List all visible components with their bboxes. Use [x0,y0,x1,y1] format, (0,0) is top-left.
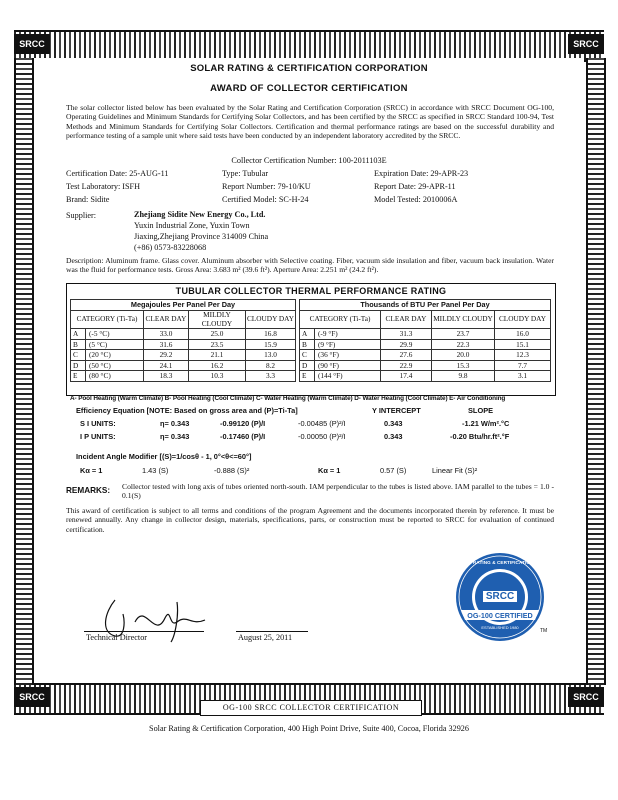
col-clear: CLEAR DAY [381,311,432,329]
category-cell [300,360,381,371]
cloudy-value: 16.8 [246,329,296,340]
certified-model: Certified Model: SC-H-24 [222,195,309,204]
col-mildly: MILDLY CLOUDY [432,311,495,329]
clear-value: 18.3 [144,371,189,382]
model-tested: Model Tested: 2010006A [374,195,458,204]
table-row [71,350,296,361]
table-row [300,350,551,361]
category-temp: (9 °F) [318,339,336,349]
guilloche-border-right [586,58,606,685]
mildly-cloudy-value: 9.8 [432,371,495,382]
seal-established: ESTABLISHED 1980 [481,625,519,630]
signature-line [84,631,204,632]
category-letter: C [73,350,86,360]
category-letter: B [302,340,315,350]
mildly-cloudy-value: 15.3 [432,360,495,371]
mildly-cloudy-value: 10.3 [189,371,246,382]
category-cell [71,350,144,361]
table-row [300,360,551,371]
terms-paragraph: This award of certification is subject to all terms and conditions of the program Agreement and the documents incorporated therein by reference. It must be renewed annually. Any change in collector design, materials, specifications, parts, or construction must be reported to SRCC for evaluation of continued certification. [66,506,554,534]
category-letter: B [73,340,86,350]
si-performance-table [70,299,296,382]
mildly-cloudy-value: 23.5 [189,339,246,350]
si-a2: -0.00485 (P)²/I [298,419,346,428]
table-row [71,360,296,371]
category-cell [71,360,144,371]
cloudy-value: 3.1 [495,371,551,382]
iam-title: Incident Angle Modifier [(S)=1/cosθ - 1, 0°<θ<=60°] [76,452,252,461]
table-row [71,339,296,350]
clear-value: 29.2 [144,350,189,361]
col-cloudy: CLOUDY DAY [495,311,551,329]
category-cell [71,339,144,350]
y-intercept-label: Y INTERCEPT [372,406,421,415]
category-temp: (144 °F) [318,371,343,381]
expiration-date: Expiration Date: 29-APR-23 [374,169,469,178]
seal-top-text: SOLAR RATING & CERTIFICATION CORPORATION [455,560,571,565]
cloudy-value: 8.2 [246,360,296,371]
report-date: Report Date: 29-APR-11 [374,182,456,191]
performance-box [66,283,556,396]
category-temp: (50 °C) [89,360,111,370]
cloudy-value: 16.0 [495,329,551,340]
remarks-label: REMARKS: [66,486,111,495]
supplier-label: Supplier: [66,211,97,220]
category-cell [71,371,144,382]
mildly-cloudy-value: 20.0 [432,350,495,361]
iam-k2: Kα = 1 [318,466,341,475]
iam-k1-a: 1.43 (S) [142,466,169,475]
description: Description: Aluminum frame. Glass cover. Aluminum absorber with Selective coating. Fiber, vacuum side insulation and fiber, vacuum back insulation. Water was the fluid for performance tests. Gross Area: 3.683 m² (39.6 ft²). Aperture Area: 2.251 m² (24.2 ft²). [66,256,554,275]
category-letter: E [302,371,315,381]
table-row [300,329,551,340]
cloudy-value: 15.1 [495,339,551,350]
si-units-label: S I UNITS: [80,419,116,428]
supplier-address-1: Yuxin Industrial Zone, Yuxin Town [134,221,250,230]
category-letter: D [73,361,86,371]
org-title: SOLAR RATING & CERTIFICATION CORPORATION [190,63,428,74]
signature-date: August 25, 2011 [238,633,293,642]
supplier-name: Zhejiang Sidite New Energy Co., Ltd. [134,210,266,219]
collector-type: Type: Tubular [222,169,269,178]
table-row [71,329,296,340]
category-legend: A- Pool Heating (Warm Climate) B- Pool Heating (Cool Climate) C- Water Heating (Warm Climate) D- Water Heating (Cool Climate) E- Air Conditioning [70,395,506,402]
clear-value: 22.9 [381,360,432,371]
category-cell [300,371,381,382]
category-letter: D [302,361,315,371]
clear-value: 17.4 [381,371,432,382]
signature-label: Technical Director [86,633,148,642]
category-cell [300,329,381,340]
border-band-text: OG-100 SRCC COLLECTOR CERTIFICATION [200,700,422,716]
mildly-cloudy-value: 23.7 [432,329,495,340]
cloudy-value: 15.9 [246,339,296,350]
mildly-cloudy-value: 21.1 [189,350,246,361]
category-temp: (-9 °F) [318,329,338,338]
cloudy-value: 13.0 [246,350,296,361]
ip-a1: -0.17460 (P)/I [220,432,266,441]
category-letter: A [73,329,86,339]
footer-address: Solar Rating & Certification Corporation, 400 High Point Drive, Suite 400, Cocoa, Florida 32926 [149,724,469,733]
si-eta: η= 0.343 [160,419,190,428]
si-slope: -1.21 W/m².°C [462,419,510,428]
mildly-cloudy-value: 25.0 [189,329,246,340]
clear-value: 31.6 [144,339,189,350]
clear-value: 29.9 [381,339,432,350]
corner-logo-tr: SRCC [568,34,604,54]
category-temp: (80 °C) [89,371,111,381]
cert-number: Collector Certification Number: 100-2011103E [231,156,387,165]
cloudy-value: 7.7 [495,360,551,371]
brand: Brand: Sidite [66,195,110,204]
ip-slope: -0.20 Btu/hr.ft².°F [450,432,510,441]
award-title: AWARD OF COLLECTOR CERTIFICATION [210,83,408,94]
col-clear: CLEAR DAY [144,311,189,329]
iam-k2-b: Linear Fit (S)² [432,466,478,475]
category-cell [300,350,381,361]
category-letter: C [302,350,315,360]
seal-banner: OG-100 CERTIFIED [467,611,533,620]
category-cell [300,339,381,350]
cert-date: Certification Date: 25-AUG-11 [66,169,169,178]
efficiency-title: Efficiency Equation [NOTE: Based on gross area and (P)=Ti-Ta] [76,406,298,415]
clear-value: 27.6 [381,350,432,361]
slope-label: SLOPE [468,406,494,415]
supplier-address-2: Jiaxing,Zhejiang Province 314009 China [134,232,269,241]
category-temp: (-5 °C) [89,329,110,338]
corner-logo-tl: SRCC [14,34,50,54]
category-temp: (36 °F) [318,350,339,360]
si-y-intercept: 0.343 [384,419,403,428]
col-category: CATEGORY (Ti-Ta) [300,311,381,329]
btu-header: Thousands of BTU Per Panel Per Day [300,300,551,311]
category-cell [71,329,144,340]
col-mildly: MILDLY CLOUDY [189,311,246,329]
iam-k1: Kα = 1 [80,466,103,475]
intro-paragraph: The solar collector listed below has been evaluated by the Solar Rating and Certification Corporation (SRCC) in accordance with SRCC Document OG-100, Operating Guidelines and Minimum Standards for Certifying Solar Collectors, and has been certified by the SRCC as specified in SRCC Standard 100-94, Test Methods and Minimum Standards for Certifying Solar Collectors. Certification and thermal performance ratings are based on the successful durability and performance testing of a sample unit where said tests have been conducted by an independent laboratory accredited by the SRCC. [66,103,554,141]
date-line [236,631,308,632]
table-row [300,339,551,350]
report-number: Report Number: 79-10/KU [222,182,311,191]
category-temp: (20 °C) [89,350,111,360]
ip-eta: η= 0.343 [160,432,190,441]
ip-performance-table [299,299,551,382]
mildly-cloudy-value: 16.2 [189,360,246,371]
test-lab: Test Laboratory: ISFH [66,182,141,191]
supplier-phone: (+86) 0573-83228068 [134,243,207,252]
mj-header: Megajoules Per Panel Per Day [71,300,296,311]
corner-logo-br: SRCC [568,687,604,707]
ip-y-intercept: 0.343 [384,432,403,441]
remarks-text: Collector tested with long axis of tubes oriented north-south. IAM perpendicular to the tubes is listed above. IAM parallel to the tubes = 1.0 - 0.1(S) [122,482,554,501]
guilloche-border-left [14,58,34,685]
category-letter: A [302,329,315,339]
ip-units-label: I P UNITS: [80,432,116,441]
seal-tm: TM [540,628,548,634]
col-cloudy: CLOUDY DAY [246,311,296,329]
performance-title: TUBULAR COLLECTOR THERMAL PERFORMANCE RATING [175,286,447,296]
clear-value: 33.0 [144,329,189,340]
cloudy-value: 12.3 [495,350,551,361]
table-row [71,371,296,382]
category-letter: E [73,371,86,381]
col-category: CATEGORY (Ti-Ta) [71,311,144,329]
iam-k2-a: 0.57 (S) [380,466,407,475]
category-temp: (90 °F) [318,360,339,370]
seal-center-text: SRCC [485,591,515,602]
ip-a2: -0.00050 (P)²/I [298,432,346,441]
category-temp: (5 °C) [89,339,108,349]
cloudy-value: 3.3 [246,371,296,382]
corner-logo-bl: SRCC [14,687,50,707]
si-a1: -0.99120 (P)/I [220,419,266,428]
table-row [300,371,551,382]
clear-value: 31.3 [381,329,432,340]
mildly-cloudy-value: 22.3 [432,339,495,350]
clear-value: 24.1 [144,360,189,371]
iam-k1-b: -0.888 (S)² [214,466,250,475]
